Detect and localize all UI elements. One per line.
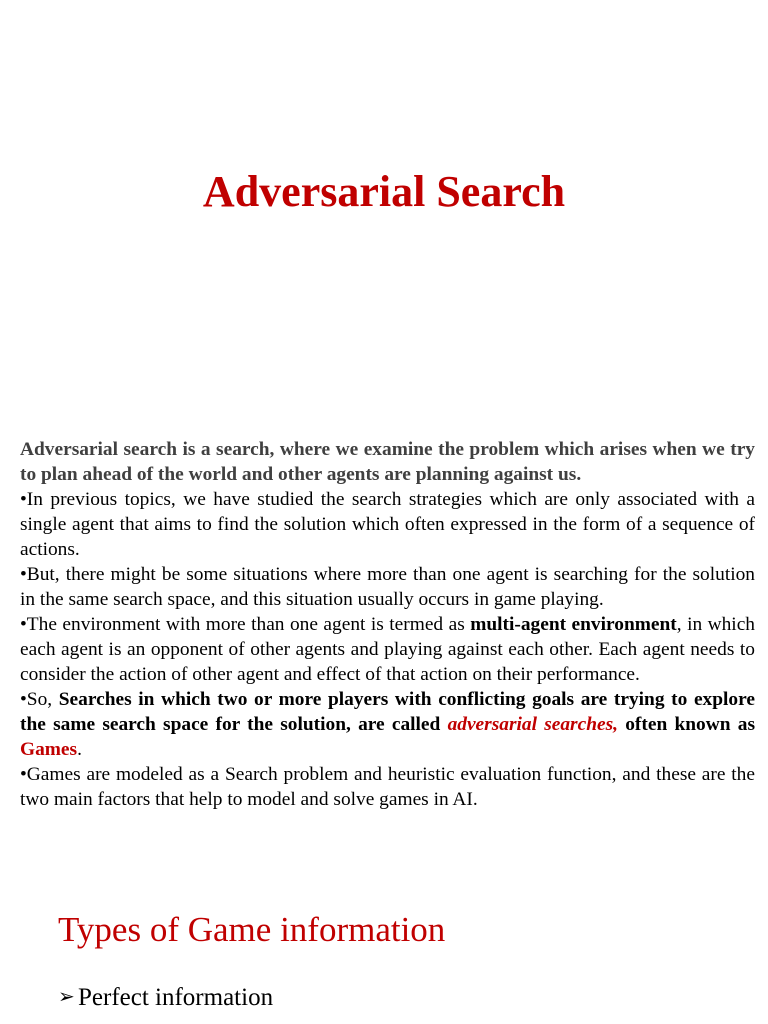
text-segment: , in which each agent is an opponent of other agents and playing against each other. Each agent needs to consider the action of other agent and effect of that action on their performance.: [20, 614, 755, 685]
term-games: Games: [20, 739, 78, 760]
intro-paragraph: Adversarial search is a search, where we examine the problem which arises when we try to plan ahead of the world and other agents are planning against us.: [20, 439, 755, 485]
paragraph-games-modeled: •Games are modeled as a Search problem and heuristic evaluation function, and these are the two main factors that help to model and solve games in AI.: [20, 764, 755, 810]
paragraph-previous-topics: •In previous topics, we have studied the search strategies which are only associated with a single agent that aims to find the solution which often expressed in the form of a sequence of actions.: [20, 489, 755, 560]
page-title: Adversarial Search: [202, 167, 566, 216]
text-segment: •The environment with more than one agent is termed as: [20, 614, 471, 635]
text-segment: often known as: [618, 714, 755, 735]
list-item-label: Perfect information: [78, 984, 274, 1011]
arrow-bullet-icon: ➢: [58, 986, 75, 1008]
text-segment: .: [77, 739, 82, 760]
definition-text: Searches in which two or more players with conflicting goals are trying to explore the same search space for the solution, are called: [20, 689, 755, 735]
paragraph-definition: [20, 687, 755, 762]
section-heading: Types of Game information: [58, 910, 446, 949]
paragraph-multi-agent-environment: [20, 612, 755, 687]
term-multi-agent-environment: multi-agent environment: [470, 614, 677, 635]
document-body: [20, 437, 755, 812]
paragraph-multiple-agents: •But, there might be some situations where more than one agent is searching for the solution in the same search space, and this situation usually occurs in game playing.: [20, 564, 755, 610]
text-segment: •So,: [20, 689, 59, 710]
list-item: [58, 982, 273, 1013]
term-adversarial-searches: adversarial searches,: [447, 714, 618, 735]
